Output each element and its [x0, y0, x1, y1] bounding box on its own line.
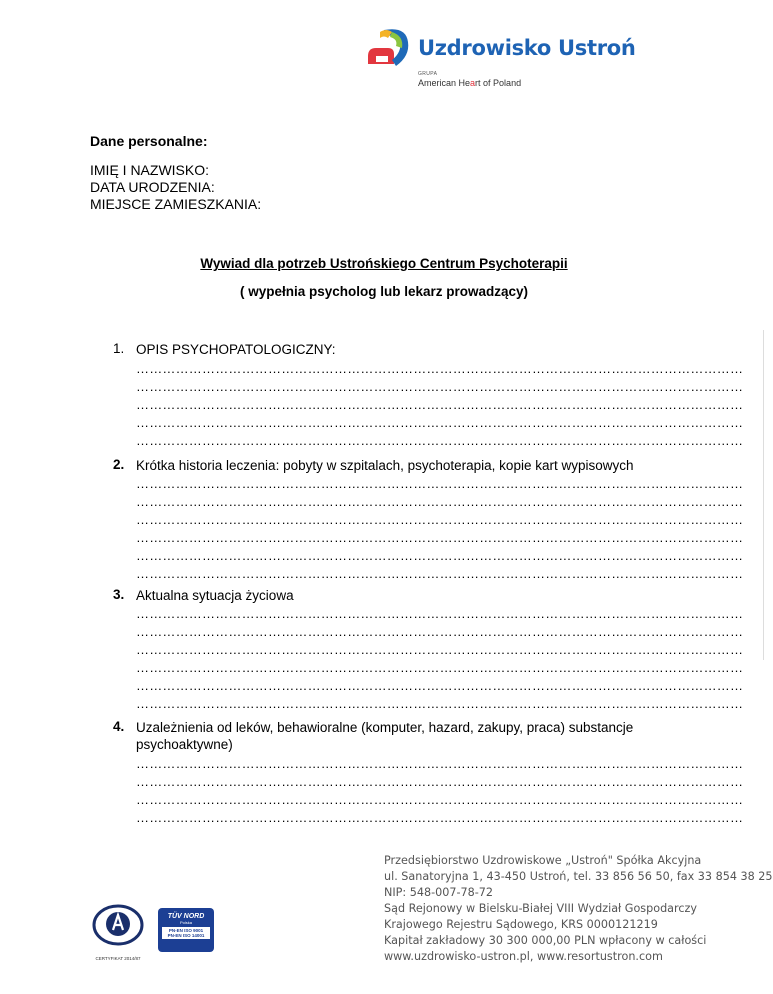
answer-line: …………………………………………………………………………………………………………………………	[136, 530, 744, 545]
answer-line: …………………………………………………………………………………………………………………………	[136, 756, 744, 771]
section-4-number: 4.	[113, 719, 125, 734]
personal-heading: Dane personalne:	[90, 133, 208, 149]
answer-line: …………………………………………………………………………………………………………………………	[136, 678, 744, 693]
answer-line: …………………………………………………………………………………………………………………………	[136, 548, 744, 563]
answer-line: …………………………………………………………………………………………………………………………	[136, 476, 744, 491]
section-1-number: 1.	[113, 341, 125, 356]
cert-q-icon	[90, 903, 146, 951]
cert-badge	[90, 903, 146, 959]
section-3-number: 3.	[113, 587, 125, 602]
section-4-label-line2: psychoaktywne)	[136, 737, 233, 752]
footer-company: Przedsiębiorstwo Uzdrowiskowe „Ustroń" Spółka Akcyjna	[384, 854, 702, 867]
residence-label: MIEJSCE ZAMIESZKANIA:	[90, 196, 262, 212]
margin-rule	[763, 330, 764, 660]
tuv-badge	[158, 908, 214, 952]
answer-line: …………………………………………………………………………………………………………………………	[136, 810, 744, 825]
section-2-label: Krótka historia leczenia: pobyty w szpitalach, psychoterapia, kopie kart wypisowych	[136, 458, 634, 473]
form-title: Wywiad dla potrzeb Ustrońskiego Centrum Psychoterapii	[200, 256, 568, 271]
brand-name: Uzdrowisko Ustroń	[418, 36, 636, 60]
footer-court: Sąd Rejonowy w Bielsku-Białej VIII Wydział Gospodarczy	[384, 902, 698, 915]
tuv-iso-14001: PN-EN ISO 14001	[167, 933, 205, 938]
answer-line: …………………………………………………………………………………………………………………………	[136, 415, 744, 430]
footer-krs: Krajowego Rejestru Sądowego, KRS 0000121219	[384, 918, 658, 931]
answer-line: …………………………………………………………………………………………………………………………	[136, 624, 744, 639]
footer-nip: NIP: 548-007-78-72	[384, 886, 494, 899]
answer-line: …………………………………………………………………………………………………………………………	[136, 379, 744, 394]
group-name: American Heart of Poland	[418, 78, 522, 88]
form-subtitle: ( wypełnia psycholog lub lekarz prowadzący)	[239, 284, 529, 299]
answer-line: …………………………………………………………………………………………………………………………	[136, 433, 744, 448]
answer-line: …………………………………………………………………………………………………………………………	[136, 792, 744, 807]
section-1-label: OPIS PSYCHOPATOLOGICZNY:	[136, 342, 336, 357]
answer-line: …………………………………………………………………………………………………………………………	[136, 494, 744, 509]
tuv-country: Polska	[179, 920, 192, 925]
answer-line: …………………………………………………………………………………………………………………………	[136, 512, 744, 527]
answer-line: …………………………………………………………………………………………………………………………	[136, 606, 744, 621]
section-4-label-line1: Uzależnienia od leków, behawioralne (komputer, hazard, zakupy, praca) substancje	[136, 720, 634, 735]
footer-address: ul. Sanatoryjna 1, 43-450 Ustroń, tel. 33 856 56 50, fax 33 854 38 25	[384, 870, 773, 883]
company-logo-icon	[362, 26, 412, 68]
tuv-brand: TÜV NORD	[167, 913, 205, 920]
section-3-label: Aktualna sytuacja życiowa	[136, 588, 294, 603]
cert-caption: CERTYFIKAT 2014/87	[95, 956, 141, 961]
answer-line: …………………………………………………………………………………………………………………………	[136, 397, 744, 412]
answer-line: …………………………………………………………………………………………………………………………	[136, 774, 744, 789]
answer-line: …………………………………………………………………………………………………………………………	[136, 361, 744, 376]
name-label: IMIĘ I NAZWISKO:	[90, 162, 210, 178]
section-2-number: 2.	[113, 457, 125, 472]
dob-label: DATA URODZENIA:	[90, 179, 215, 195]
answer-line: …………………………………………………………………………………………………………………………	[136, 566, 744, 581]
footer-capital: Kapitał zakładowy 30 300 000,00 PLN wpłacony w całości	[384, 934, 707, 947]
answer-line: …………………………………………………………………………………………………………………………	[136, 696, 744, 711]
tuv-iso-9001: PN-EN ISO 9001	[168, 928, 204, 933]
footer-websites: www.uzdrowisko-ustron.pl, www.resortustron.com	[384, 950, 663, 963]
group-label: GRUPA	[418, 71, 438, 77]
answer-line: …………………………………………………………………………………………………………………………	[136, 660, 744, 675]
answer-line: …………………………………………………………………………………………………………………………	[136, 642, 744, 657]
